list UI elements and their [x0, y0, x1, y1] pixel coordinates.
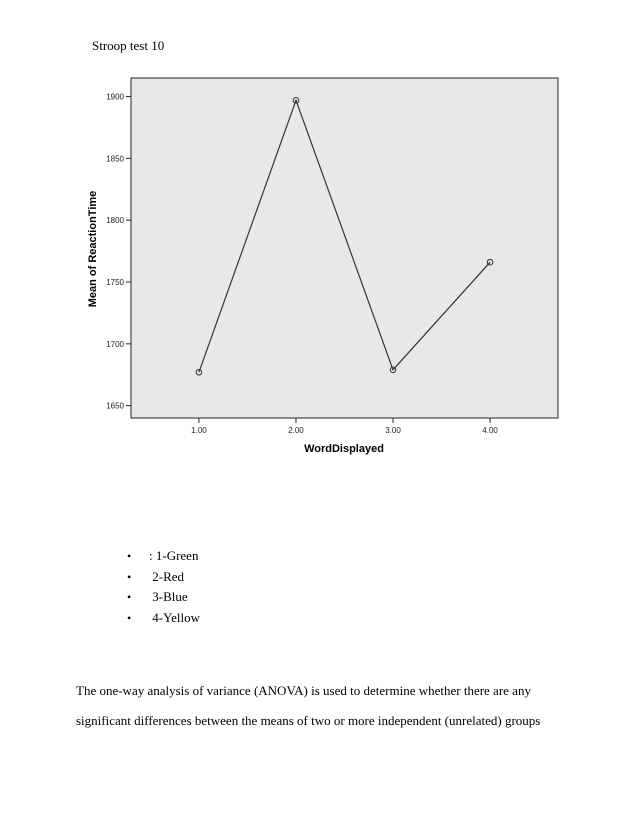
bullet-icon: •	[127, 590, 132, 604]
bullet-icon: •	[127, 549, 132, 563]
x-tick-label: 1.00	[191, 426, 207, 435]
y-tick-label: 1700	[106, 339, 124, 349]
list-item-text: : 1-Green	[149, 548, 199, 563]
plot-area	[131, 78, 558, 418]
y-tick-label: 1650	[106, 401, 124, 411]
x-tick-label: 3.00	[385, 426, 401, 435]
paragraph-line-1: The one-way analysis of variance (ANOVA) is used to determine whether there are any	[76, 683, 531, 698]
x-tick-label: 4.00	[482, 426, 498, 435]
y-axis-label: Mean of ReactionTime	[87, 190, 99, 308]
page-header: Stroop test 10	[92, 38, 165, 53]
bullet-icon: •	[127, 569, 132, 584]
x-axis	[191, 418, 498, 435]
paragraph-line-2: significant differences between the means of two or more independent (unrelated) groups	[76, 713, 541, 728]
y-tick-label: 1750	[106, 278, 124, 287]
y-tick-label: 1850	[106, 154, 124, 164]
x-tick-label: 2.00	[288, 426, 304, 435]
y-axis	[106, 93, 131, 411]
list-item-text: 2-Red	[149, 568, 185, 584]
bullet-icon: •	[127, 610, 132, 625]
y-tick-label: 1900	[106, 92, 124, 102]
y-tick-label: 1800	[106, 216, 124, 226]
list-item-text: 3-Blue	[149, 589, 188, 604]
x-axis-label: WordDisplayed	[304, 443, 384, 455]
list-item-text: 4-Yellow	[149, 609, 201, 625]
